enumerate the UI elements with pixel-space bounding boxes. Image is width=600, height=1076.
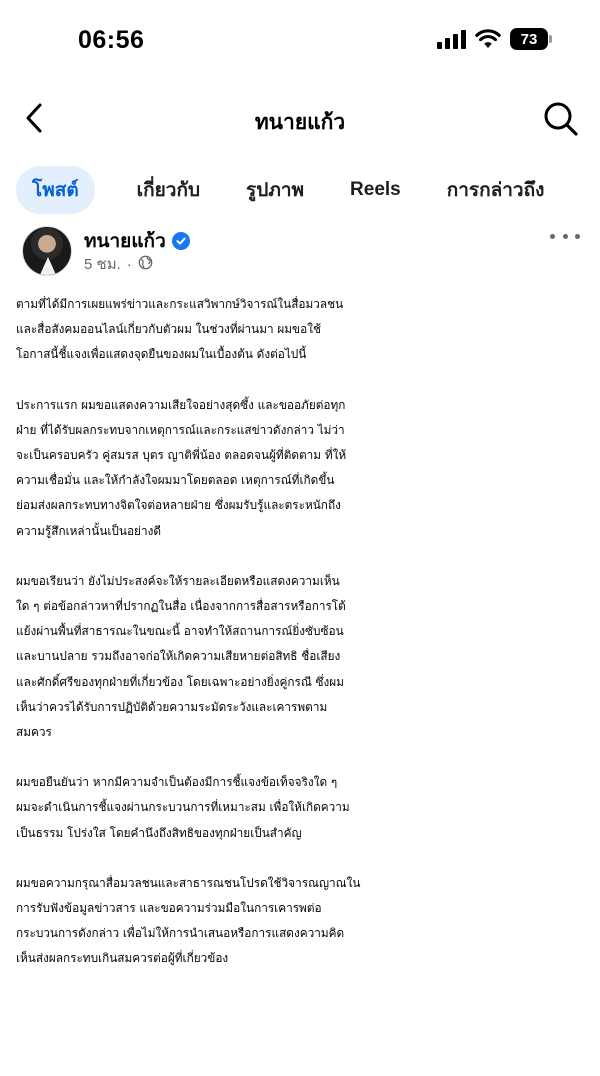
post-text-line: ผมขอยืนยันว่า หากมีความจำเป็นต้องมีการชี้แจงข้อเท็จจริงใด ๆ	[16, 775, 338, 790]
post-paragraph	[16, 569, 588, 745]
status-bar	[0, 0, 600, 80]
post-text-line: และศักดิ์ศรีของทุกฝ่ายที่เกี่ยวข้อง โดยเฉพาะอย่างยิ่งคู่กรณี ซึ่งผม	[16, 674, 344, 689]
post-text-line: ผมขอความกรุณาสื่อมวลชนและสาธารณชนโปรดใช้วิจารณญาณใน	[16, 875, 361, 890]
post-text-line: ผมขอเรียนว่า ยังไม่ประสงค์จะให้รายละเอียดหรือแสดงความเห็น	[16, 573, 340, 588]
verified-badge-icon	[172, 232, 190, 250]
post-text-line: ใด ๆ ต่อข้อกล่าวหาที่ปรากฏในสื่อ เนื่องจากการสื่อสารหรือการโต้	[16, 599, 346, 614]
globe-icon	[138, 255, 153, 274]
tab-photos[interactable]: รูปภาพ	[246, 180, 305, 201]
post-header	[0, 222, 600, 280]
post-text-line: การรับฟังข้อมูลข่าวสาร และขอความร่วมมือในการเคารพต่อ	[16, 901, 322, 916]
post-paragraph	[16, 292, 588, 368]
post-text-line: ผมจะดำเนินการชี้แจงผ่านกระบวนการที่เหมาะสม เพื่อให้เกิดความ	[16, 800, 350, 815]
post-text-line: เห็นว่าควรได้รับการปฏิบัติด้วยความระมัดระวังและเคารพตาม	[16, 699, 328, 714]
signal-icon	[437, 29, 466, 49]
post-text-line: สมควร	[16, 725, 52, 740]
post-text-line: ประการแรก ผมขอแสดงความเสียใจอย่างสุดซึ้ง และขออภัยต่อทุก	[16, 397, 346, 412]
post-paragraph	[16, 393, 588, 544]
post-paragraph	[16, 770, 588, 846]
post-meta	[84, 252, 153, 276]
post-author-name[interactable]: ทนายแก้ว	[84, 231, 166, 252]
more-options-icon[interactable]	[550, 226, 580, 246]
battery-icon: 73	[510, 28, 548, 50]
tab-reels[interactable]: Reels	[350, 179, 401, 200]
tab-posts[interactable]: โพสต์	[16, 166, 95, 214]
post-body	[16, 292, 588, 997]
search-icon[interactable]	[542, 100, 580, 138]
status-icons	[437, 28, 548, 50]
post-text-line: แย้งผ่านพื้นที่สาธารณะในขณะนี้ อาจทำให้สถานการณ์ยิ่งซับซ้อน	[16, 624, 344, 639]
post-text-line: ย่อมส่งผลกระทบทางจิตใจต่อหลายฝ่าย ซึ่งผมรับรู้และตระหนักถึง	[16, 498, 341, 513]
post-text-line: เห็นส่งผลกระทบเกินสมควรต่อผู้ที่เกี่ยวข้อง	[16, 951, 229, 966]
post-text-line: และบานปลาย รวมถึงอาจก่อให้เกิดความเสียหายต่อสิทธิ ชื่อเสียง	[16, 649, 341, 664]
post-text-line: โอกาสนี้ชี้แจงเพื่อแสดงจุดยืนของผมในเบื้องต้น ดังต่อไปนี้	[16, 347, 307, 362]
post-time[interactable]: 5 ชม.	[84, 256, 121, 273]
post-text-line: จะเป็นครอบครัว คู่สมรส บุตร ญาติพี่น้อง ตลอดจนผู้ที่ติดตาม ที่ให้	[16, 448, 347, 463]
post-text-line: ตามที่ได้มีการเผยแพร่ข่าวและกระแสวิพากษ์วิจารณ์ในสื่อมวลชน	[16, 297, 344, 311]
status-time: 06:56	[78, 26, 145, 54]
post-text-line: เป็นธรรม โปร่งใส โดยคำนึงถึงสิทธิของทุกฝ่ายเป็นสำคัญ	[16, 825, 302, 840]
avatar[interactable]	[22, 226, 72, 276]
profile-tabs	[16, 166, 560, 214]
post-text-line: ฝ่าย ที่ได้รับผลกระทบจากเหตุการณ์และกระแสข่าวดังกล่าว ไม่ว่า	[16, 422, 345, 437]
post-text-line: ความรู้สึกเหล่านั้นเป็นอย่างดี	[16, 523, 162, 538]
meta-separator: ·	[126, 255, 132, 273]
post-paragraph	[16, 871, 588, 972]
nav-bar	[0, 90, 600, 150]
wifi-icon	[475, 29, 501, 49]
tab-mentions[interactable]: การกล่าวถึง	[446, 180, 545, 201]
post-text-line: ความเชื่อมั่น และให้กำลังใจผมมาโดยตลอด เหตุการณ์ที่เกิดขึ้น	[16, 473, 335, 488]
tab-about[interactable]: เกี่ยวกับ	[136, 180, 201, 201]
post-text-line: กระบวนการดังกล่าว เพื่อไม่ให้การนำเสนอหรือการแสดงความคิด	[16, 926, 345, 941]
post-text-line: และสื่อสังคมออนไลน์เกี่ยวกับตัวผม ในช่วงที่ผ่านมา ผมขอใช้	[16, 322, 321, 337]
page-title: ทนายแก้ว	[254, 111, 346, 134]
